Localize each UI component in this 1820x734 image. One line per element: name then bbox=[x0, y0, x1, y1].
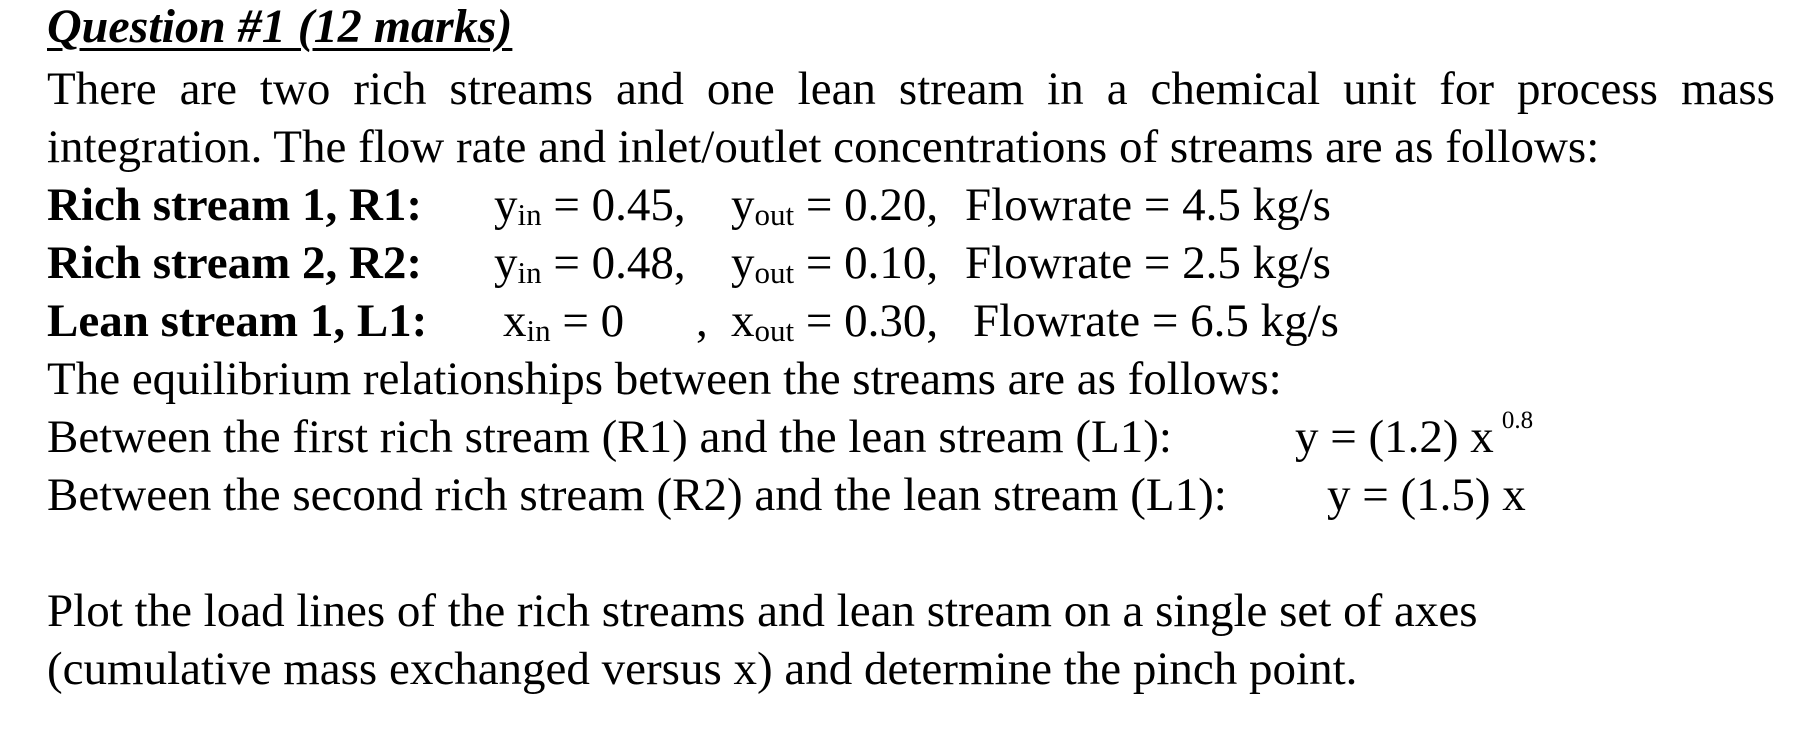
stream-label: Lean stream 1, L1: bbox=[47, 295, 428, 347]
intro-word: There bbox=[47, 63, 157, 115]
relation-2-text: Between the second rich stream (R2) and the lean stream (L1): bbox=[47, 469, 1227, 521]
intro-word: stream bbox=[898, 63, 1025, 115]
outlet-concentration: $x_{out} = 0.30$, bbox=[731, 295, 939, 348]
intro-line-2: integration. The flow rate and inlet/outlet concentrations of streams are as follows: bbox=[47, 121, 1600, 173]
flowrate: Flowrate = 2.5 kg/s bbox=[965, 237, 1331, 289]
intro-line-1 bbox=[47, 60, 1775, 118]
intro-word: process bbox=[1517, 63, 1658, 115]
intro-word: unit bbox=[1343, 63, 1417, 115]
intro-word: for bbox=[1439, 63, 1495, 115]
relation-1-text: Between the first rich stream (R1) and the lean stream (L1): bbox=[47, 411, 1172, 463]
intro-word: chemical bbox=[1150, 63, 1321, 115]
outlet-concentration: $y_{out} = 0.10$, bbox=[731, 237, 939, 290]
flowrate: Flowrate = 4.5 kg/s bbox=[965, 179, 1331, 231]
intro-word: two bbox=[259, 63, 331, 115]
inlet-concentration: $x_{in} = 0$ bbox=[503, 295, 625, 348]
intro-word: rich bbox=[353, 63, 427, 115]
question-title: Question #1 (12 marks) bbox=[47, 0, 513, 53]
equilibrium-relation-1 bbox=[47, 407, 1534, 466]
stream-label: Rich stream 2, R2: bbox=[47, 237, 423, 289]
flowrate: Flowrate = 6.5 kg/s bbox=[973, 295, 1339, 347]
relation-1-equation: y = (1.2) x $^{0.8}$ bbox=[1295, 407, 1534, 463]
task-line-1: Plot the load lines of the rich streams and lean stream on a single set of axes bbox=[47, 585, 1478, 637]
relation-2-equation: y = (1.5) x bbox=[1327, 469, 1526, 521]
intro-word: are bbox=[179, 63, 237, 115]
equilibrium-intro: The equilibrium relationships between the streams are as follows: bbox=[47, 353, 1282, 405]
equilibrium-relation-2 bbox=[47, 466, 1526, 524]
inlet-concentration: $y_{in} = 0.45$, bbox=[494, 179, 686, 232]
intro-word: one bbox=[706, 63, 775, 115]
intro-word: streams bbox=[449, 63, 593, 115]
separator-comma: , bbox=[696, 295, 708, 347]
intro-word: lean bbox=[797, 63, 876, 115]
intro-word: in bbox=[1047, 63, 1084, 115]
question-page bbox=[47, 0, 1807, 734]
relation-1-exponent: 0.8 bbox=[1501, 407, 1534, 434]
intro-word: and bbox=[615, 63, 684, 115]
intro-line-1-words bbox=[47, 60, 1775, 118]
inlet-concentration: $y_{in} = 0.48$, bbox=[494, 237, 686, 290]
intro-word: a bbox=[1106, 63, 1128, 115]
stream-label: Rich stream 1, R1: bbox=[47, 179, 423, 231]
task-line-2: (cumulative mass exchanged versus x) and determine the pinch point. bbox=[47, 643, 1358, 695]
intro-word: mass bbox=[1680, 63, 1775, 115]
outlet-concentration: $y_{out} = 0.20$, bbox=[731, 179, 939, 232]
